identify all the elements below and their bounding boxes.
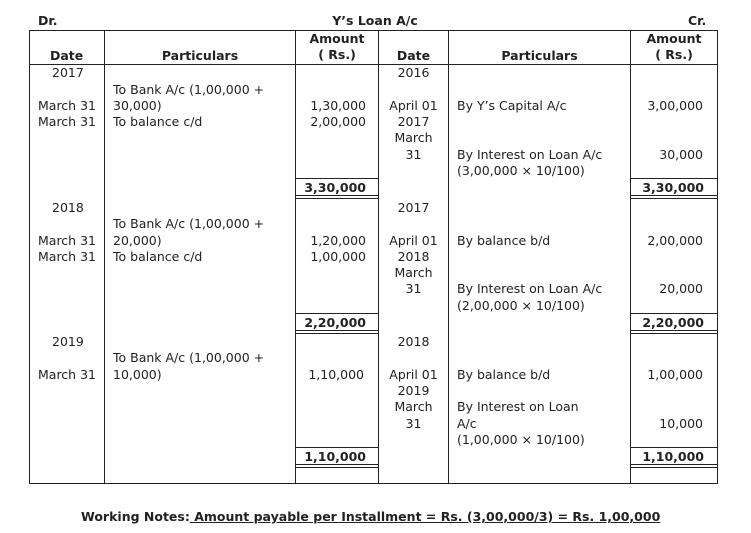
- cr-amount: 1,00,000: [647, 367, 703, 382]
- cr-particular: By Interest on Loan A/c: [457, 147, 603, 162]
- col-date-left: Date: [50, 48, 84, 63]
- cr-amount: 30,000: [659, 147, 703, 162]
- year-left: 2017: [52, 65, 84, 80]
- year-right: 2018: [397, 334, 430, 349]
- dr-particular: To balance c/d: [113, 249, 203, 264]
- cr-particular: (2,00,000 × 10/100): [457, 298, 585, 313]
- cr-date: April 01: [389, 98, 438, 113]
- cr-date: 31: [405, 147, 422, 162]
- col-amount-right-unit: ( Rs.): [655, 47, 693, 62]
- year-right: 2017: [397, 200, 430, 215]
- col-particulars-right: Particulars: [501, 48, 578, 63]
- account-title: Y’s Loan A/c: [332, 13, 418, 28]
- dr-date: March 31: [38, 114, 96, 129]
- col-amount-left: Amount: [309, 31, 365, 46]
- dr-date: March 31: [38, 98, 96, 113]
- year-right: 2016: [397, 65, 430, 80]
- cr-amount: 20,000: [659, 281, 703, 296]
- cr-date: 2019: [397, 383, 430, 398]
- year-left: 2019: [52, 334, 84, 349]
- dr-date: March 31: [38, 249, 96, 264]
- col-amount-left-unit: ( Rs.): [318, 47, 356, 62]
- cr-amount: 3,00,000: [647, 98, 703, 113]
- cr-amount: 2,00,000: [647, 233, 703, 248]
- dr-particular: To Bank A/c (1,00,000 +: [113, 350, 265, 365]
- dr-date: March 31: [38, 233, 96, 248]
- total-right: 2,20,000: [642, 315, 704, 330]
- cr-particular: (1,00,000 × 10/100): [457, 432, 585, 447]
- cr-date: 2017: [397, 114, 430, 129]
- total-left: 3,30,000: [304, 180, 366, 195]
- dr-amount: 1,30,000: [310, 98, 366, 113]
- working-notes-text: Amount payable per Installment = Rs. (3,00,000/3) = Rs. 1,00,000: [189, 509, 661, 524]
- cr-date: March: [394, 399, 433, 414]
- cr-particular: (3,00,000 × 10/100): [457, 163, 585, 178]
- dr-particular: To Bank A/c (1,00,000 +: [113, 216, 265, 231]
- cr-particular: By balance b/d: [457, 233, 551, 248]
- dr-particular: 20,000): [113, 233, 162, 248]
- cr-date: 31: [405, 416, 422, 431]
- cr-particular: A/c: [457, 416, 477, 431]
- dr-amount: 1,00,000: [310, 249, 366, 264]
- dr-amount: 1,10,000: [308, 367, 364, 382]
- cr-date: 2018: [397, 249, 430, 264]
- dr-particular: 10,000): [113, 367, 162, 382]
- cr-date: April 01: [389, 367, 438, 382]
- cr-particular: By Y’s Capital A/c: [457, 98, 567, 113]
- total-left: 1,10,000: [304, 449, 366, 464]
- dr-particular: To balance c/d: [113, 114, 203, 129]
- dr-date: March 31: [38, 367, 96, 382]
- cr-date: March: [394, 130, 433, 145]
- dr-particular: To Bank A/c (1,00,000 +: [113, 82, 265, 97]
- cr-label: Cr.: [688, 13, 707, 28]
- cr-particular: By Interest on Loan A/c: [457, 281, 603, 296]
- dr-particular: 30,000): [113, 98, 162, 113]
- cr-particular: By Interest on Loan: [457, 399, 579, 414]
- cr-particular: By balance b/d: [457, 367, 551, 382]
- year-left: 2018: [52, 200, 84, 215]
- working-notes-label: Working Notes:: [81, 509, 190, 524]
- cr-date: April 01: [389, 233, 438, 248]
- working-notes: [81, 509, 660, 525]
- total-left: 2,20,000: [304, 315, 366, 330]
- dr-label: Dr.: [38, 13, 58, 28]
- total-right: 1,10,000: [642, 449, 704, 464]
- total-right: 3,30,000: [642, 180, 704, 195]
- cr-amount: 10,000: [659, 416, 703, 431]
- cr-date: March: [394, 265, 433, 280]
- cr-date: 31: [405, 281, 422, 296]
- dr-amount: 1,20,000: [310, 233, 366, 248]
- col-date-right: Date: [396, 48, 431, 63]
- col-particulars-left: Particulars: [161, 48, 239, 63]
- col-amount-right: Amount: [646, 31, 702, 46]
- dr-amount: 2,00,000: [310, 114, 366, 129]
